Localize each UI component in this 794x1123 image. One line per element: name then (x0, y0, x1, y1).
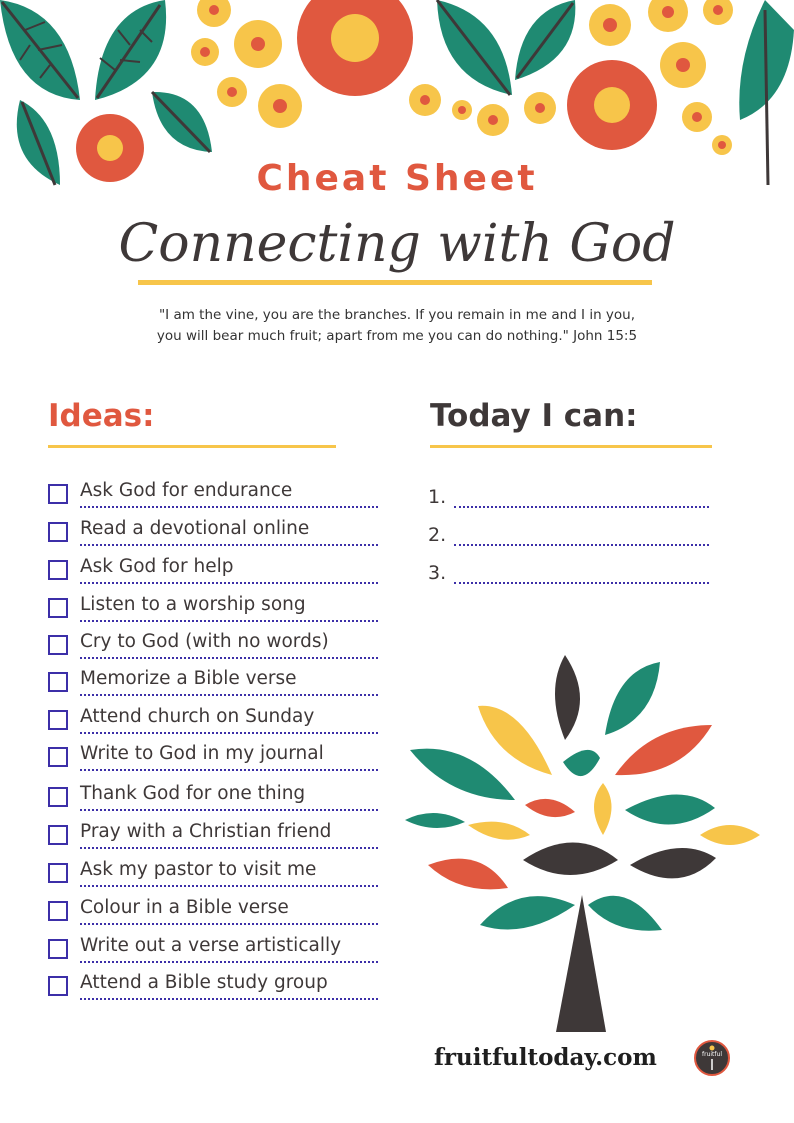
idea-label: Cry to God (with no words) (80, 631, 329, 652)
dotted-underline (80, 506, 378, 508)
idea-checkbox[interactable] (48, 863, 68, 883)
checklist-item (48, 821, 368, 851)
today-number: 3. (428, 562, 447, 584)
idea-checkbox[interactable] (48, 976, 68, 996)
idea-label: Ask my pastor to visit me (80, 859, 317, 880)
checklist-item (48, 631, 368, 661)
dotted-underline (80, 885, 378, 887)
leaf-icon (152, 92, 212, 152)
idea-label: Write out a verse artistically (80, 935, 342, 956)
idea-label: Memorize a Bible verse (80, 668, 297, 689)
quote-line-2: you will bear much fruit; apart from me you can do nothing." John 15:5 (156, 328, 638, 344)
checklist-item (48, 706, 368, 736)
idea-checkbox[interactable] (48, 901, 68, 921)
idea-label: Attend church on Sunday (80, 706, 315, 727)
cheat-sheet-label: Cheat Sheet (256, 158, 538, 199)
dotted-underline (80, 694, 378, 696)
today-number: 1. (428, 486, 447, 508)
idea-checkbox[interactable] (48, 635, 68, 655)
checklist-item (48, 897, 368, 927)
today-item (428, 562, 718, 592)
site-url[interactable]: fruitfultoday.com (434, 1044, 657, 1071)
quote-line-1: "I am the vine, you are the branches. If you remain in me and I in you, (158, 307, 636, 323)
bible-quote (100, 305, 694, 347)
dotted-underline (80, 657, 378, 659)
dotted-underline (80, 769, 378, 771)
idea-label: Read a devotional online (80, 518, 310, 539)
dotted-underline (80, 961, 378, 963)
svg-text:fruitful: fruitful (702, 1051, 722, 1058)
idea-label: Ask God for help (80, 556, 234, 577)
leaf-icon (437, 0, 512, 95)
checklist-item (48, 783, 368, 813)
idea-label: Ask God for endurance (80, 480, 293, 501)
idea-label: Attend a Bible study group (80, 972, 328, 993)
today-write-in-line[interactable] (454, 506, 709, 508)
idea-checkbox[interactable] (48, 939, 68, 959)
today-item (428, 486, 718, 516)
dotted-underline (80, 923, 378, 925)
today-item (428, 524, 718, 554)
idea-label: Pray with a Christian friend (80, 821, 332, 842)
dotted-underline (80, 620, 378, 622)
flower-icon (567, 60, 657, 150)
dotted-underline (80, 544, 378, 546)
idea-checkbox[interactable] (48, 787, 68, 807)
dotted-underline (80, 582, 378, 584)
fruitful-logo-icon (694, 1040, 730, 1076)
leaf-icon (0, 0, 80, 100)
tree-leaves (405, 655, 760, 931)
idea-checkbox[interactable] (48, 484, 68, 504)
page-title: Connecting with God (118, 214, 676, 274)
idea-checkbox[interactable] (48, 560, 68, 580)
checklist-item (48, 556, 368, 586)
idea-label: Write to God in my journal (80, 743, 324, 764)
flower-icon (297, 0, 413, 96)
checklist-item (48, 859, 368, 889)
tree-illustration (400, 648, 770, 1038)
today-heading: Today I can: (430, 398, 638, 434)
title-underline (138, 280, 652, 285)
idea-checkbox[interactable] (48, 672, 68, 692)
dotted-underline (80, 998, 378, 1000)
idea-checkbox[interactable] (48, 825, 68, 845)
today-write-in-line[interactable] (454, 582, 709, 584)
leaf-icon (515, 0, 575, 80)
checklist-item (48, 480, 368, 510)
today-number: 2. (428, 524, 447, 546)
ideas-heading-underline (48, 445, 336, 448)
leaf-icon (95, 0, 166, 100)
idea-label: Thank God for one thing (80, 783, 306, 804)
idea-label: Colour in a Bible verse (80, 897, 289, 918)
idea-checkbox[interactable] (48, 747, 68, 767)
idea-checkbox[interactable] (48, 598, 68, 618)
checklist-item (48, 935, 368, 965)
dotted-underline (80, 809, 378, 811)
tree-trunk (556, 895, 606, 1032)
dotted-underline (80, 732, 378, 734)
idea-checkbox[interactable] (48, 522, 68, 542)
today-write-in-line[interactable] (454, 544, 709, 546)
idea-checkbox[interactable] (48, 710, 68, 730)
checklist-item (48, 594, 368, 624)
checklist-item (48, 518, 368, 548)
ideas-heading: Ideas: (48, 398, 155, 434)
idea-label: Listen to a worship song (80, 594, 306, 615)
checklist-item (48, 743, 368, 773)
checklist-item (48, 668, 368, 698)
checklist-item (48, 972, 368, 1002)
today-heading-underline (430, 445, 712, 448)
dotted-underline (80, 847, 378, 849)
